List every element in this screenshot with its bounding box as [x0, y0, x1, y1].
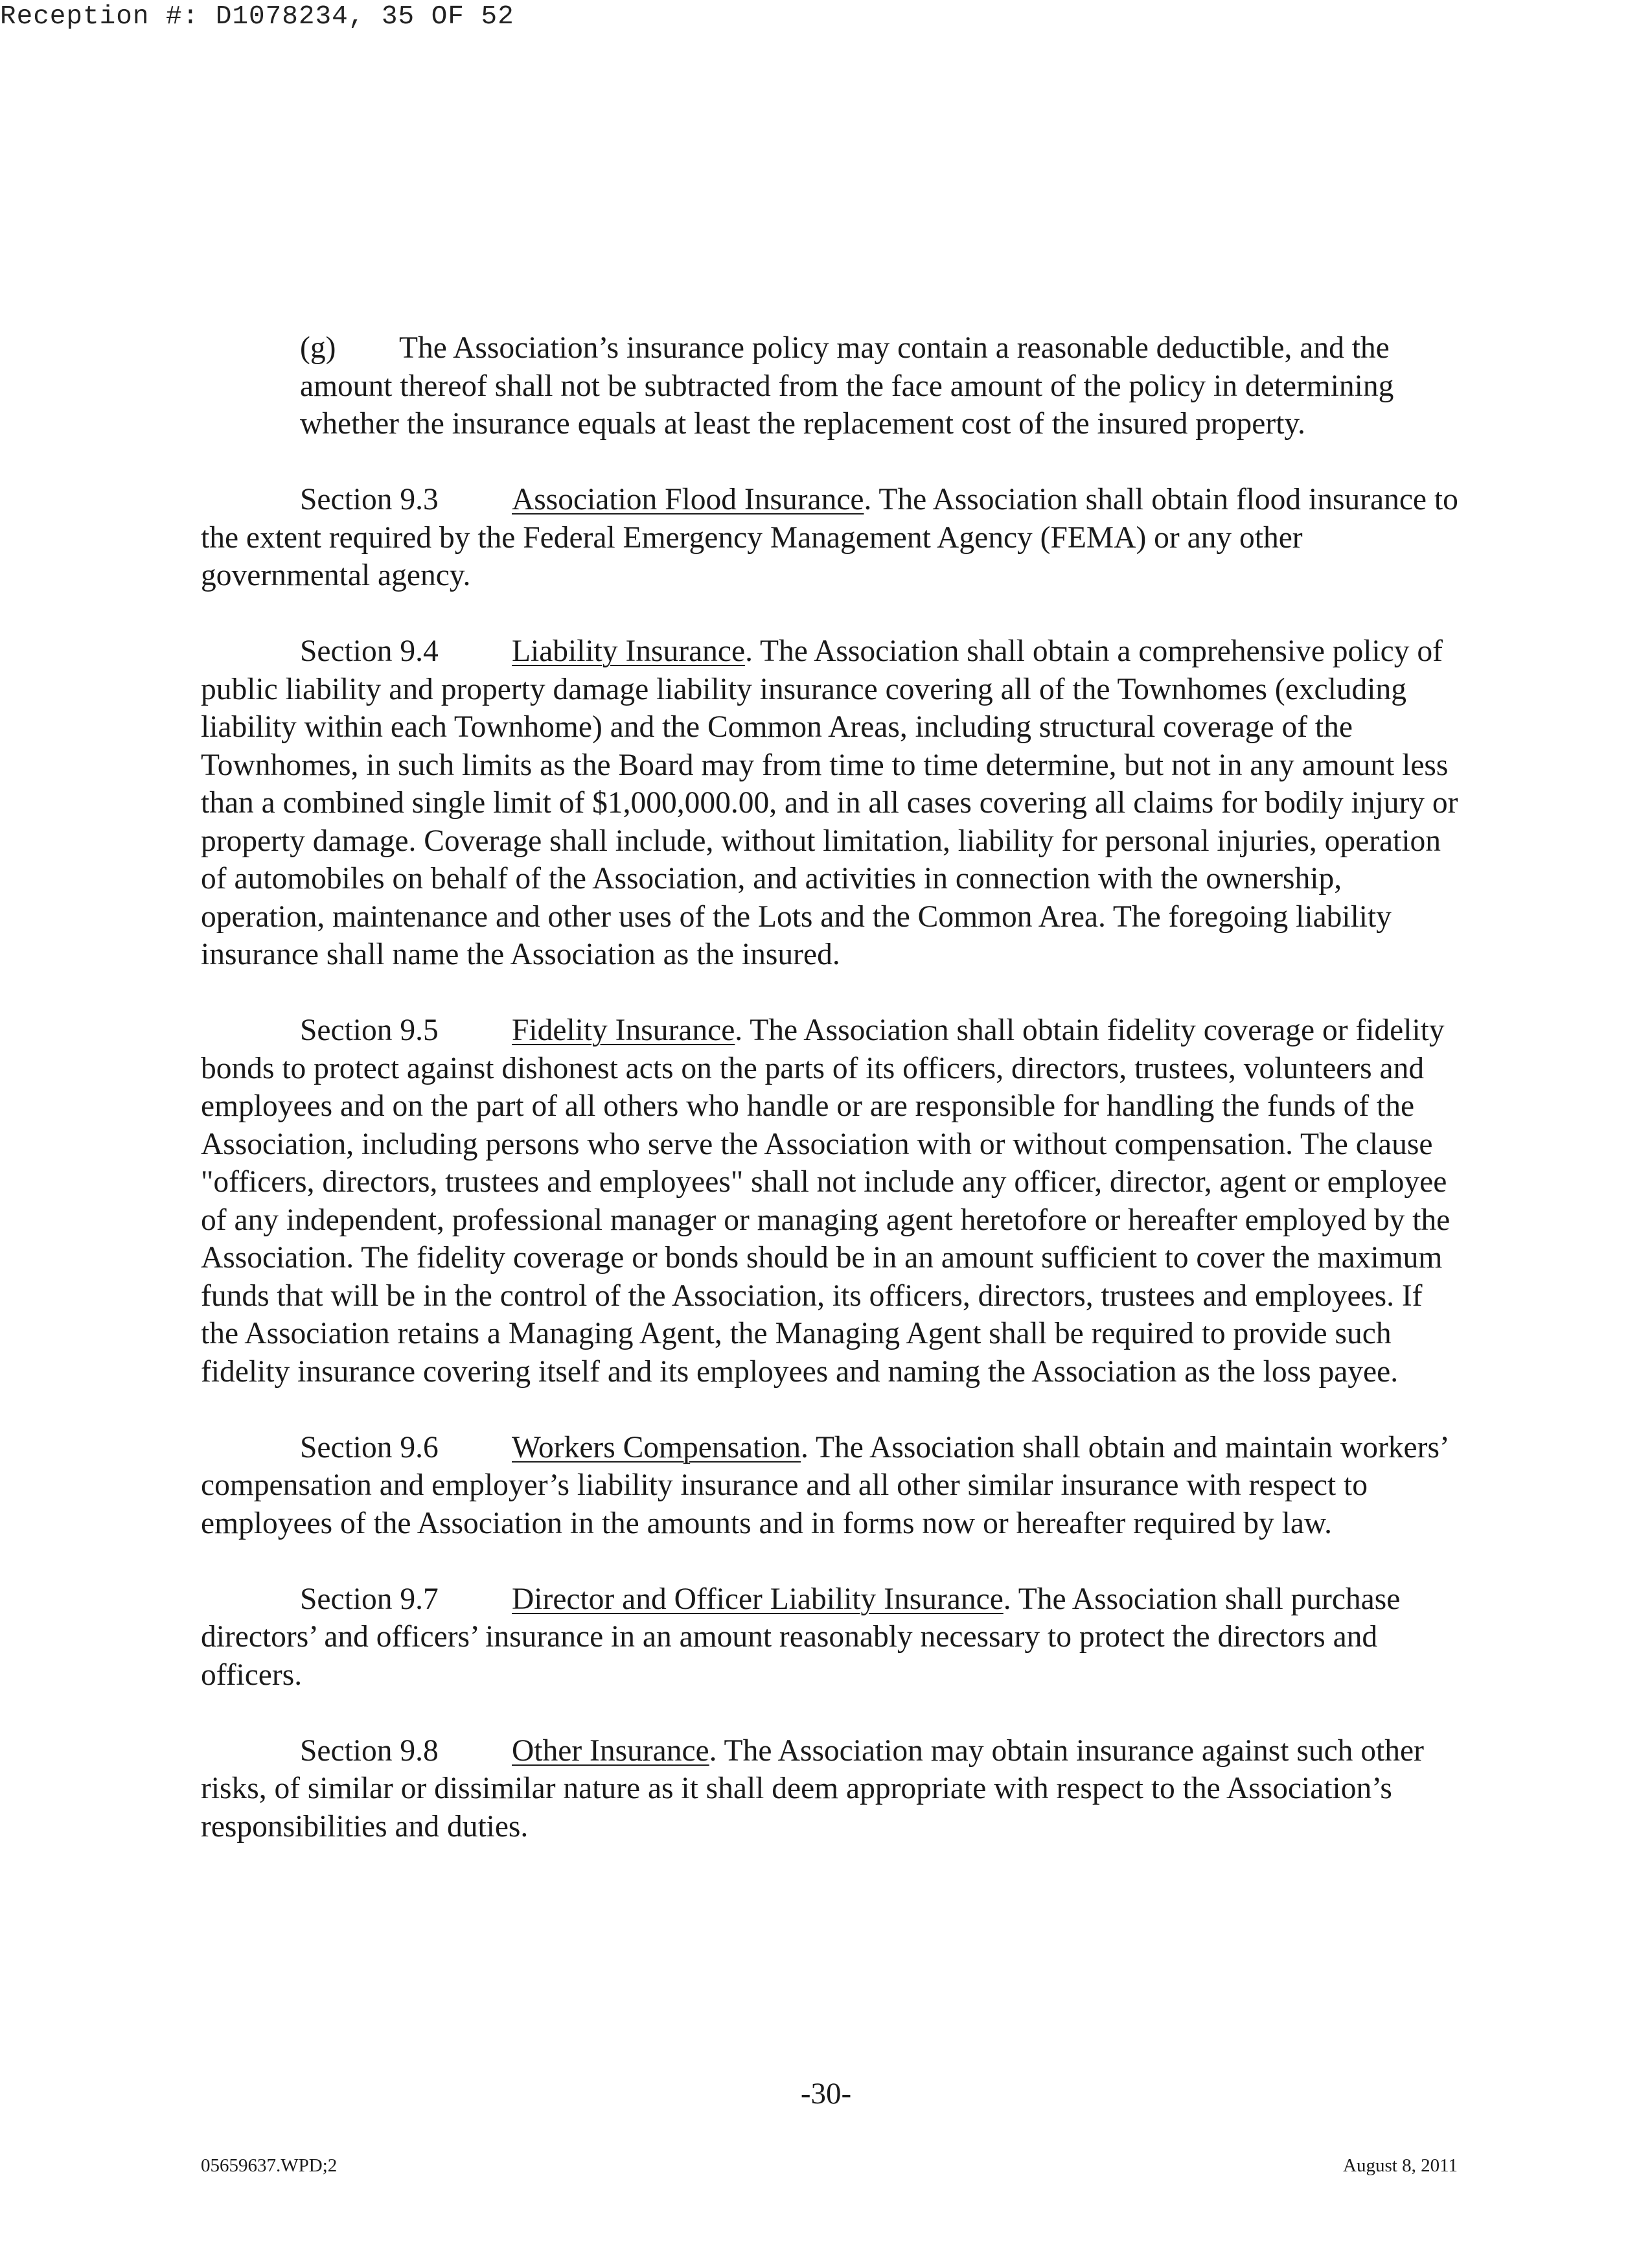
- document-body: [201, 329, 1461, 1845]
- section-title: Liability Insurance: [512, 634, 746, 668]
- section-text: . The Association shall purchase directors’ and officers’ insurance in an amount reasonably necessary to protect the directors and officers.: [201, 1582, 1401, 1692]
- section-title: Director and Officer Liability Insurance: [512, 1582, 1004, 1616]
- section-label: Section 9.6: [300, 1430, 439, 1464]
- section-title: Fidelity Insurance: [512, 1013, 735, 1047]
- section-text: . The Association shall obtain a comprehensive policy of public liability and property damage liability insurance covering all of the Townhomes (excluding liability within each Townhome) and the Common Areas, including structural coverage of the Townhomes, in such limits as the Board may from time to time determine, but not in any amount less than a combined single limit of $1,000,000.00, and in all cases covering all claims for bodily injury or property damage. Coverage shall include, without limitation, liability for personal injuries, operation of automobiles on behalf of the Association, and activities in connection with the ownership, operation, maintenance and other uses of the Lots and the Common Area. The foregoing liability insurance shall name the Association as the insured.: [201, 634, 1458, 971]
- subparagraph-label: (g): [300, 331, 336, 365]
- section-text: . The Association may obtain insurance against such other risks, of similar or dissimilar nature as it shall deem appropriate with respect to the Association’s responsibilities and duties.: [201, 1733, 1424, 1844]
- subparagraph-g: [300, 329, 1461, 443]
- section-title: Workers Compensation: [512, 1430, 801, 1464]
- page-number: -30-: [800, 2077, 852, 2110]
- reception-stamp: Reception #: D1078234, 35 OF 52: [0, 2, 514, 32]
- section-label: Section 9.8: [300, 1733, 439, 1768]
- subparagraph-text: The Association’s insurance policy may contain a reasonable deductible, and the amount thereof shall not be subtracted from the face amount of the policy in determining whether the insurance equals at least the replacement cost of the insured property.: [300, 331, 1394, 441]
- document-date: August 8, 2011: [1343, 2155, 1458, 2176]
- document-id: 05659637.WPD;2: [201, 2155, 338, 2176]
- section-text: . The Association shall obtain and maintain workers’ compensation and employer’s liability insurance and all other similar insurance with respect to employees of the Association in the amounts and in forms now or hereafter required by law.: [201, 1430, 1448, 1540]
- section-9-8: [201, 1732, 1461, 1846]
- section-9-6: [201, 1429, 1461, 1543]
- section-title: Other Insurance: [512, 1733, 709, 1768]
- section-label: Section 9.4: [300, 634, 439, 668]
- section-title: Association Flood Insurance: [512, 483, 864, 516]
- section-9-3: [201, 481, 1461, 595]
- section-text: . The Association shall obtain fidelity coverage or fidelity bonds to protect against dishonest acts on the parts of its officers, directors, trustees, volunteers and employees and on the part of all others who handle or are responsible for handling the funds of the Association, including persons who serve the Association with or without compensation. The clause "officers, directors, trustees and employees" shall not include any officer, director, agent or employee of any independent, professional manager or managing agent heretofore or hereafter employed by the Association. The fidelity coverage or bonds should be in an amount sufficient to cover the maximum funds that will be in the control of the Association, its officers, directors, trustees and employees. If the Association retains a Managing Agent, the Managing Agent shall be required to provide such fidelity insurance covering itself and its employees and naming the Association as the loss payee.: [201, 1013, 1451, 1389]
- section-9-7: [201, 1580, 1461, 1694]
- section-9-5: [201, 1012, 1461, 1391]
- section-text: . The Association shall obtain flood insurance to the extent required by the Federal Emergency Management Agency (FEMA) or any other governmental agency.: [201, 483, 1458, 592]
- section-label: Section 9.7: [300, 1582, 439, 1616]
- section-9-4: [201, 632, 1461, 974]
- section-label: Section 9.3: [300, 483, 439, 516]
- section-label: Section 9.5: [300, 1013, 439, 1047]
